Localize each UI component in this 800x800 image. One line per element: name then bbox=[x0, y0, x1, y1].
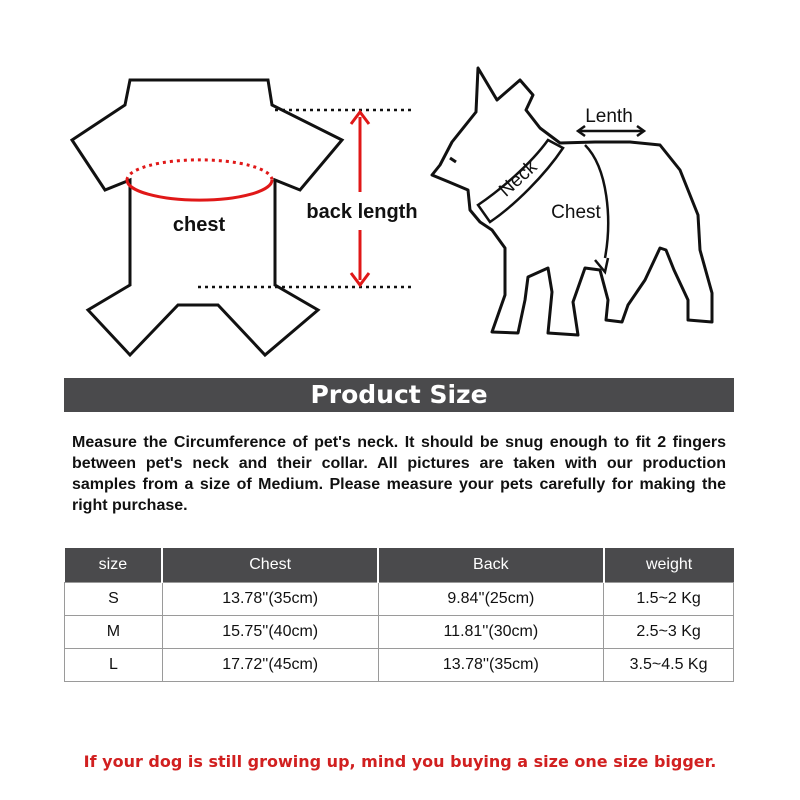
back-cell: 11.81''(30cm) bbox=[378, 616, 604, 649]
header-back: Back bbox=[378, 548, 604, 583]
back-cell: 13.78''(35cm) bbox=[378, 649, 604, 682]
size-cell: M bbox=[65, 616, 163, 649]
dog-chest-label: Chest bbox=[551, 202, 601, 223]
chest-cell: 17.72''(45cm) bbox=[162, 649, 378, 682]
chest-cell: 13.78''(35cm) bbox=[162, 583, 378, 616]
back-length-label: back length bbox=[306, 201, 418, 223]
chest-label: chest bbox=[172, 214, 226, 236]
measurement-instructions: Measure the Circumference of pet's neck. It should be snug enough to fit 2 fingers between pet's neck and their collar. All pictures are taken with our production samples from a size of Medium. Please measure your pets carefully for making the right purchase. bbox=[72, 434, 726, 514]
table-row bbox=[65, 649, 734, 682]
header-weight: weight bbox=[604, 548, 734, 583]
neck-label: Neck bbox=[495, 156, 542, 202]
header-size: size bbox=[65, 548, 163, 583]
table-row bbox=[65, 583, 734, 616]
measurement-diagram bbox=[0, 0, 800, 370]
weight-cell: 3.5~4.5 Kg bbox=[604, 649, 734, 682]
length-label: Lenth bbox=[585, 106, 633, 127]
size-cell: S bbox=[65, 583, 163, 616]
header-chest: Chest bbox=[162, 548, 378, 583]
table-row bbox=[65, 616, 734, 649]
size-table-header bbox=[65, 548, 734, 583]
sizing-note: If your dog is still growing up, mind you buying a size one size bigger. bbox=[83, 752, 717, 771]
size-cell: L bbox=[65, 649, 163, 682]
chest-cell: 15.75''(40cm) bbox=[162, 616, 378, 649]
size-table bbox=[64, 548, 734, 682]
product-size-banner: Product Size bbox=[64, 378, 734, 412]
weight-cell: 1.5~2 Kg bbox=[604, 583, 734, 616]
weight-cell: 2.5~3 Kg bbox=[604, 616, 734, 649]
back-cell: 9.84''(25cm) bbox=[378, 583, 604, 616]
